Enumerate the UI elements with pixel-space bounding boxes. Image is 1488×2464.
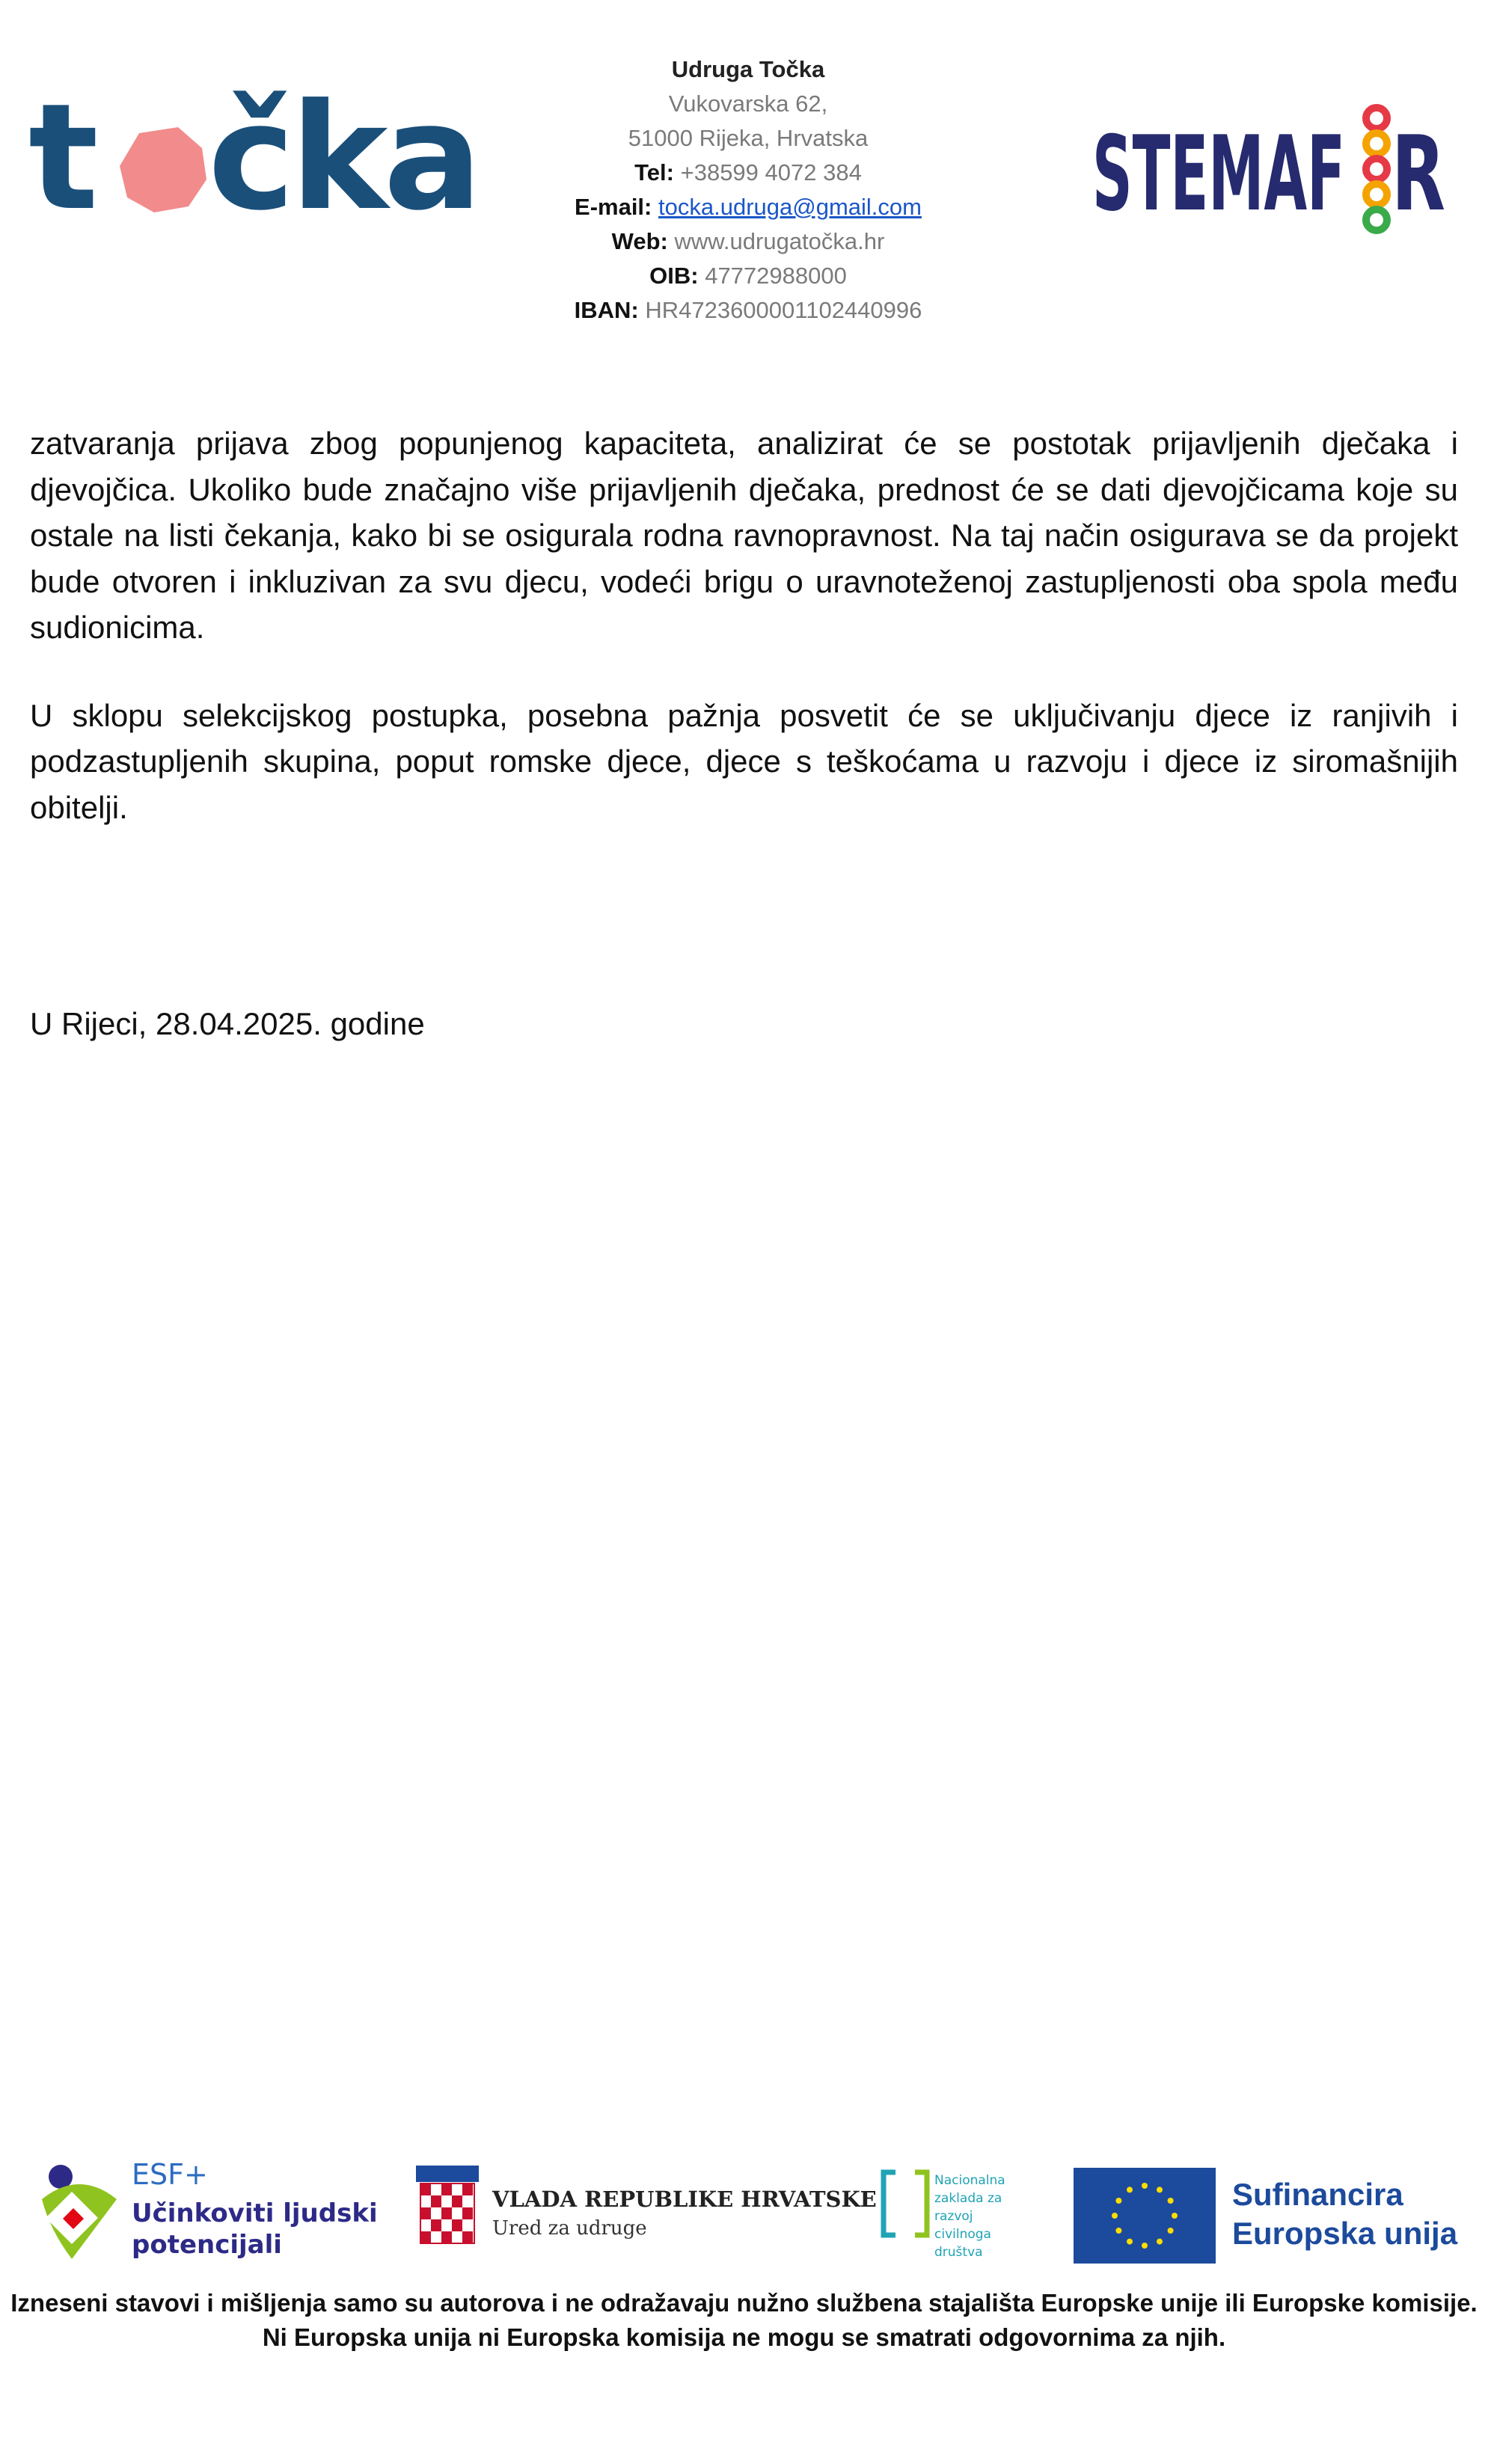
svg-text:R: R — [1391, 114, 1445, 234]
email-row — [464, 190, 1032, 224]
vlada-line-2: Ured za udruge — [492, 2217, 647, 2240]
eu-line-2: Europska unija — [1232, 2216, 1458, 2251]
svg-text:t: t — [28, 73, 96, 243]
contact-block — [464, 52, 1032, 328]
nzrcd-line-2: zaklada za — [934, 2191, 1002, 2206]
iban-row — [464, 293, 1032, 328]
funding-logos — [0, 2154, 1488, 2274]
esf-line-2: potencijali — [132, 2230, 282, 2260]
eu-star — [1142, 2183, 1148, 2189]
eu-line-1: Sufinancira — [1232, 2177, 1403, 2212]
tocka-dot-shape — [120, 127, 206, 212]
stemafor-logo — [1092, 105, 1451, 236]
paragraph-2: U sklopu selekcijskog postupka, posebna pažnja posvetit će se uključivanju djece iz ranjivih i podzastupljenih skupina, poput romske djece, djece s teškoćama u razvoju i djece iz siromašnijih obitelji. — [30, 697, 1458, 825]
nzrcd-line-4: civilnoga — [934, 2227, 991, 2242]
eu-star — [1172, 2213, 1178, 2219]
eu-cofinanced-logo — [1074, 2168, 1478, 2264]
oib-label: OIB: — [649, 263, 699, 289]
eu-star — [1127, 2186, 1133, 2192]
letterhead — [0, 0, 1488, 352]
eu-star — [1115, 2198, 1121, 2204]
tel-label: Tel: — [634, 159, 674, 186]
disclaimer — [0, 2286, 1488, 2355]
org-name: Udruga Točka — [671, 56, 825, 82]
eu-star — [1157, 2186, 1163, 2192]
address-line-1: Vukovarska 62, — [668, 91, 828, 117]
vlada-line-1: VLADA REPUBLIKE HRVATSKE — [492, 2186, 877, 2212]
nzrcd-line-1: Nacionalna — [934, 2173, 1005, 2188]
disclaimer-line-2: Ni Europska unija ni Europska komisija ne mogu se smatrati odgovornima za njih. — [262, 2323, 1226, 2351]
email-label: E-mail: — [575, 194, 652, 220]
tocka-logo — [28, 73, 478, 243]
web-label: Web: — [611, 228, 668, 254]
web-row — [464, 224, 1032, 259]
eu-star — [1115, 2228, 1121, 2234]
nzrcd-logo — [879, 2168, 1021, 2264]
eu-flag-icon — [1074, 2168, 1216, 2264]
svg-text:čka: čka — [208, 73, 478, 243]
nzrcd-line-5: društva — [934, 2245, 983, 2260]
croatian-coat-of-arms-icon — [420, 2183, 474, 2243]
vlada-logo — [411, 2166, 877, 2259]
iban-label: IBAN: — [574, 297, 639, 323]
eu-star — [1168, 2198, 1174, 2204]
tel-row — [464, 156, 1032, 190]
letter-body — [30, 420, 1458, 872]
eu-star — [1112, 2213, 1118, 2219]
oib-value: 47772988000 — [705, 263, 847, 289]
eu-star — [1127, 2239, 1133, 2245]
esf-line-1: Učinkoviti ljudski — [132, 2198, 378, 2228]
svg-text:STEMAF: STEMAF — [1092, 114, 1345, 234]
address-line-2: 51000 Rijeka, Hrvatska — [628, 125, 869, 151]
email-link[interactable]: tocka.udruga@gmail.com — [658, 194, 922, 220]
eu-star — [1157, 2239, 1163, 2245]
web-value: www.udrugatočka.hr — [674, 228, 885, 254]
esf-title: ESF+ — [132, 2158, 208, 2191]
eu-star — [1168, 2228, 1174, 2234]
paragraph-1: zatvaranja prijava zbog popunjenog kapaciteta, analizirat će se postotak prijavljenih dječaka i djevojčica. Ukoliko bude značajno više prijavljenih dječaka, prednost će se dati djevojčicama koje su ostale na listi čekanja, kako bi se osigurala rodna ravnopravnost. Na taj način osigurava se da projekt bude otvoren i inkluzivan za svu djecu, vodeći brigu o uravnoteženoj zastupljenosti oba spola među sudionicima. — [30, 426, 1458, 645]
tel-value: +38599 4072 384 — [680, 159, 862, 186]
eu-star — [1142, 2243, 1148, 2249]
disclaimer-line-1: Izneseni stavovi i mišljenja samo su autorova i ne odražavaju nužno službena stajališta Europske unije ili Europske komisije. — [10, 2289, 1478, 2317]
oib-row — [464, 259, 1032, 293]
iban-value: HR4723600001102440996 — [645, 297, 922, 323]
nzrcd-line-3: razvoj — [934, 2209, 973, 2224]
esf-logo — [27, 2154, 378, 2267]
date-line: U Rijeci, 28.04.2025. godine — [30, 1006, 425, 1041]
